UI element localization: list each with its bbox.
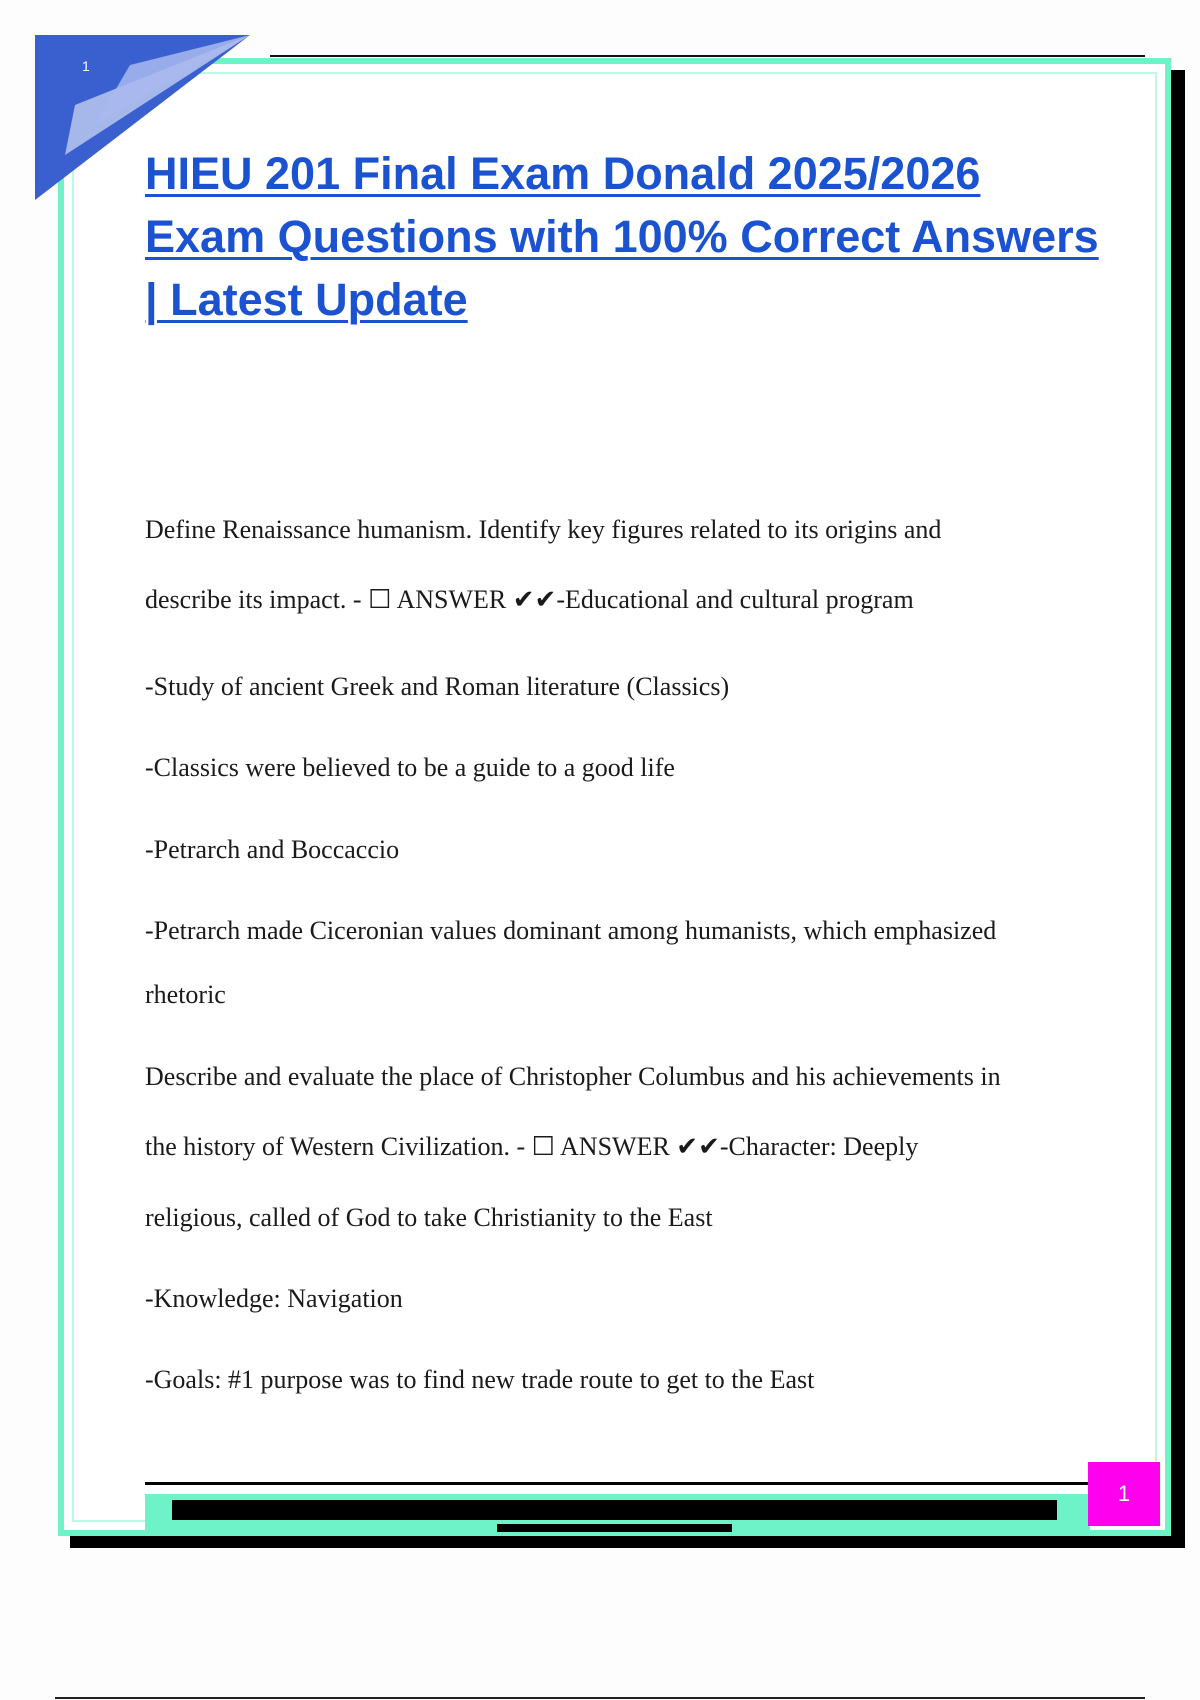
body-line-10: religious, called of God to take Christianity to the East bbox=[145, 1203, 713, 1232]
footer-rule bbox=[145, 1482, 1090, 1485]
page-number-badge: 1 bbox=[1088, 1462, 1160, 1526]
document-title-link[interactable]: HIEU 201 Final Exam Donald 2025/2026 Exam Questions with 100% Correct Answers | Latest Update bbox=[145, 148, 1099, 325]
footer-bar bbox=[172, 1500, 1057, 1520]
body-line-2: describe its impact. - ☐ ANSWER ✔✔-Educational and cultural program bbox=[145, 585, 914, 614]
body-line-8: Describe and evaluate the place of Christopher Columbus and his achievements in bbox=[145, 1062, 1001, 1091]
body-line-7: rhetoric bbox=[145, 980, 226, 1009]
footer-bar-small bbox=[497, 1524, 732, 1532]
body-line-5: -Petrarch and Boccaccio bbox=[145, 835, 400, 864]
body-line-12: -Goals: #1 purpose was to find new trade route to get to the East bbox=[145, 1365, 815, 1394]
body-line-1: Define Renaissance humanism. Identify key figures related to its origins and bbox=[145, 515, 942, 544]
body-line-4: -Classics were believed to be a guide to a good life bbox=[145, 753, 675, 782]
body-line-11: -Knowledge: Navigation bbox=[145, 1284, 403, 1313]
top-rule bbox=[270, 55, 1145, 57]
page-number-top: 1 bbox=[82, 58, 90, 74]
body-line-6: -Petrarch made Ciceronian values dominant among humanists, which emphasized bbox=[145, 916, 997, 945]
body-line-9: the history of Western Civilization. - ☐ ANSWER ✔✔-Character: Deeply bbox=[145, 1132, 919, 1161]
bottom-rule bbox=[55, 1697, 1145, 1699]
body-line-3: -Study of ancient Greek and Roman literature (Classics) bbox=[145, 672, 730, 701]
